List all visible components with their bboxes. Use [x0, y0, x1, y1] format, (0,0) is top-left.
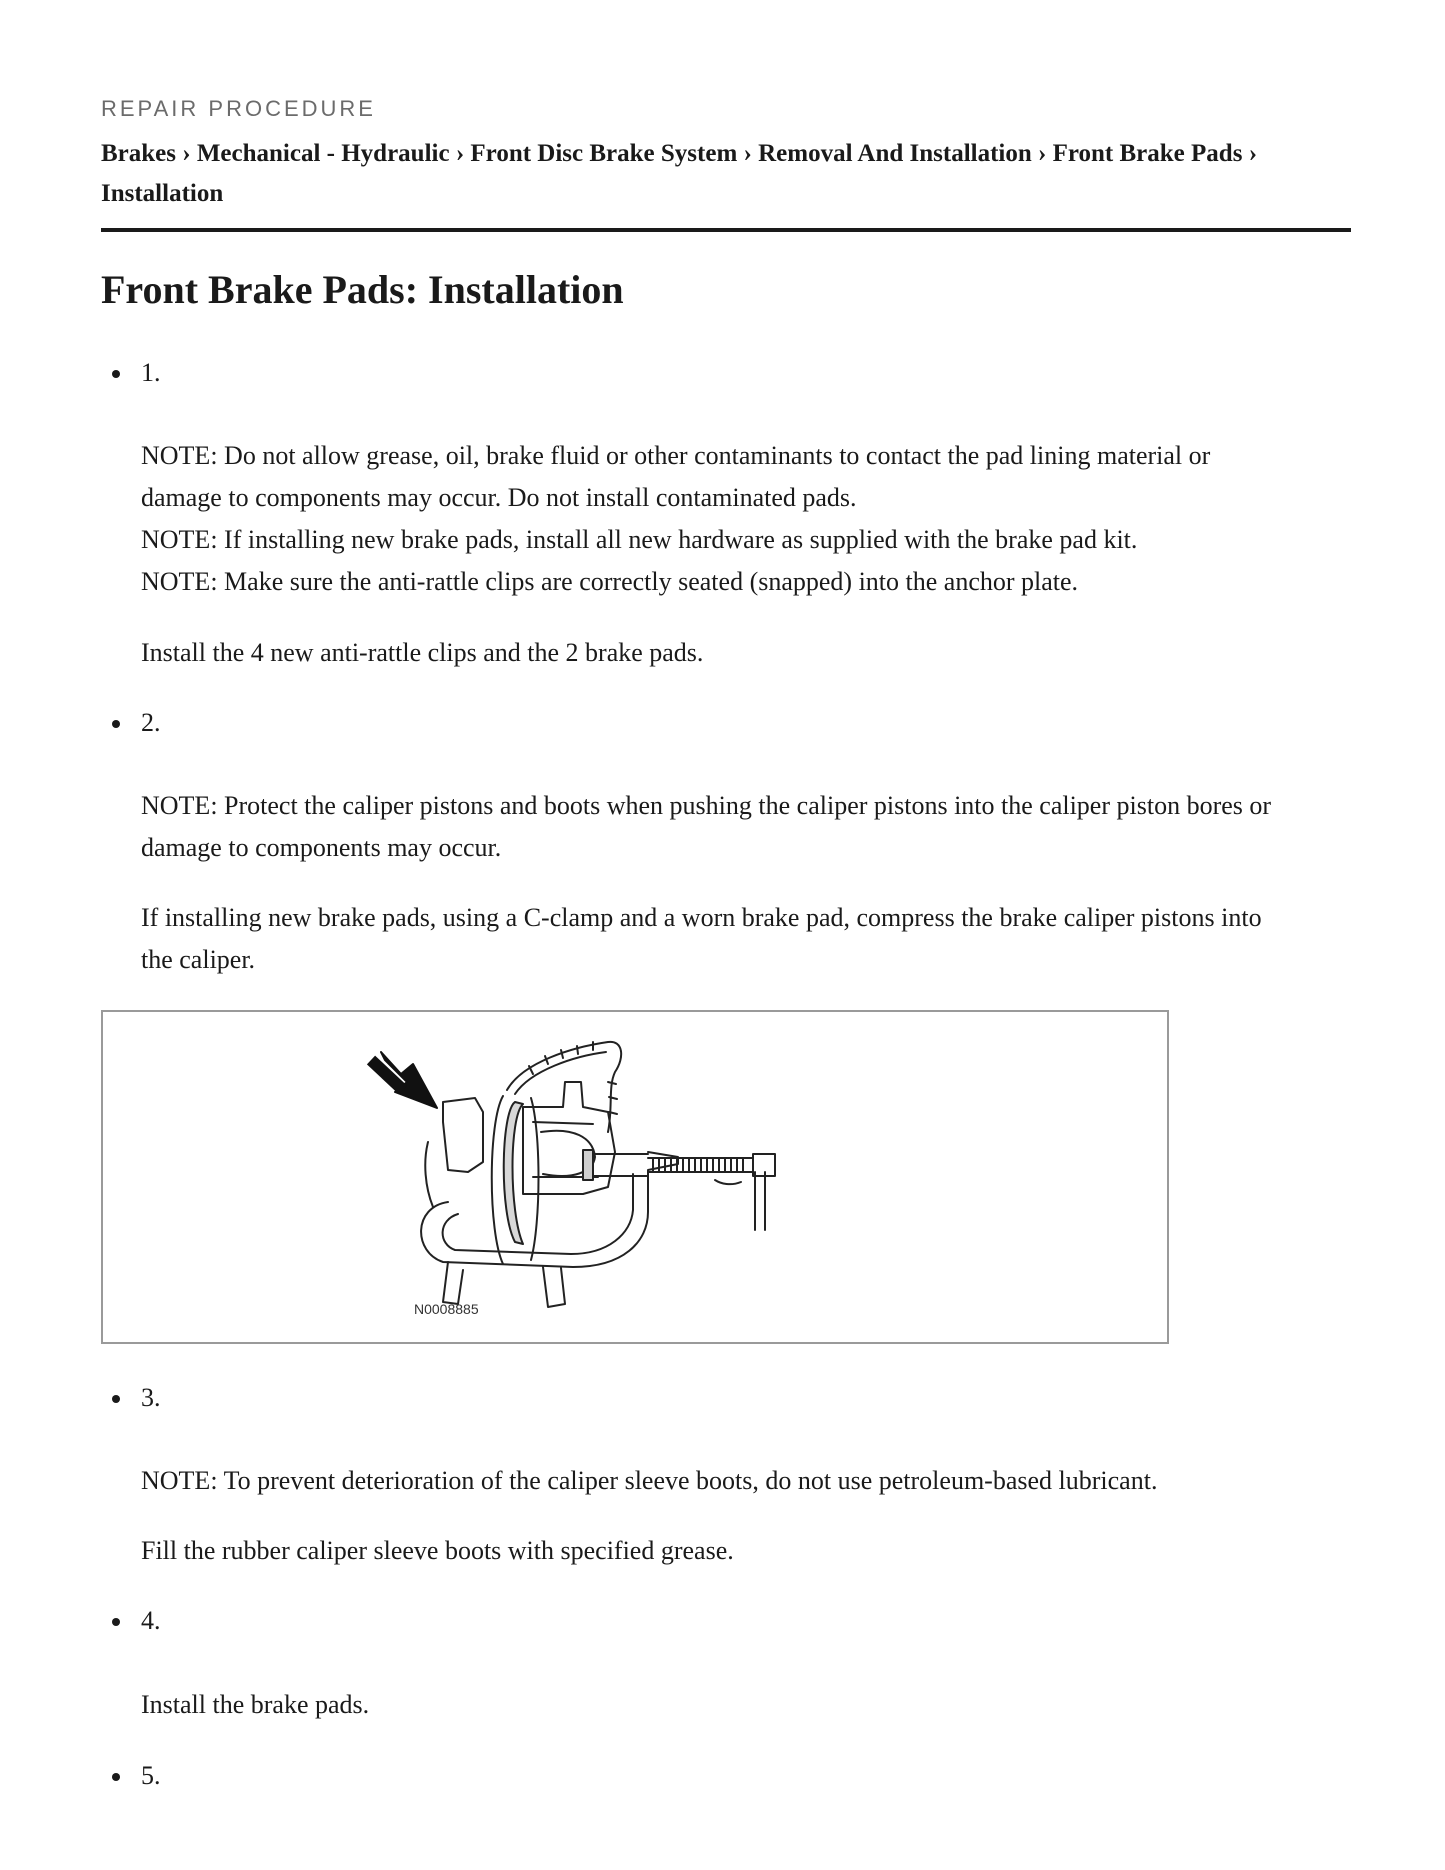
- section-eyebrow: REPAIR PROCEDURE: [101, 96, 376, 121]
- step-2-note-line: NOTE: Protect the caliper pistons and boots when pushing the caliper pistons into the caliper piston bores or: [141, 791, 1272, 820]
- step-2-instruction-line: the caliper.: [141, 945, 256, 974]
- step-1-instruction: [141, 632, 1341, 674]
- step-4-instruction: [141, 1684, 1341, 1726]
- step-2-note-line: damage to components may occur.: [141, 833, 502, 862]
- step-3-note-line: NOTE: To prevent deterioration of the caliper sleeve boots, do not use petroleum-based lubricant.: [141, 1466, 1158, 1495]
- breadcrumb-separator: ›: [1248, 140, 1258, 167]
- step-3-instruction-line: Fill the rubber caliper sleeve boots with specified grease.: [141, 1536, 734, 1565]
- step-1-note-line: NOTE: Do not allow grease, oil, brake fluid or other contaminants to contact the pad lining material or: [141, 441, 1211, 470]
- step-2-instruction: [141, 897, 1341, 981]
- step-3-instruction: [141, 1530, 1341, 1572]
- step-number-4: 4.: [141, 1604, 161, 1638]
- step-1-notes: [141, 435, 1341, 603]
- step-2-notes: [141, 785, 1341, 869]
- step-2-instruction-line: If installing new brake pads, using a C-clamp and a worn brake pad, compress the brake caliper pistons into: [141, 903, 1262, 932]
- breadcrumb: [101, 134, 1351, 214]
- breadcrumb-item-brakes[interactable]: Brakes: [101, 140, 176, 167]
- step-3-notes: [141, 1460, 1341, 1502]
- c-clamp-caliper-illustration-icon: [103, 1012, 1167, 1342]
- c-clamp-caliper-figure: [101, 1010, 1169, 1344]
- header-divider: [101, 228, 1351, 232]
- step-1-note-line: NOTE: If installing new brake pads, install all new hardware as supplied with the brake pad kit.: [141, 525, 1138, 554]
- step-1-instruction-line: Install the 4 new anti-rattle clips and the 2 brake pads.: [141, 638, 704, 667]
- breadcrumb-separator: ›: [1038, 140, 1047, 167]
- breadcrumb-separator: ›: [182, 140, 191, 167]
- step-1-note-line: NOTE: Make sure the anti-rattle clips are correctly seated (snapped) into the anchor plate.: [141, 567, 1079, 596]
- step-4-instruction-line: Install the brake pads.: [141, 1690, 370, 1719]
- breadcrumb-item-removal-and-installation[interactable]: Removal And Installation: [758, 140, 1032, 167]
- breadcrumb-item-mechanical-hydraulic[interactable]: Mechanical - Hydraulic: [196, 140, 450, 167]
- step-number-1: 1.: [141, 356, 161, 390]
- breadcrumb-separator: ›: [455, 140, 465, 167]
- breadcrumb-separator: ›: [743, 140, 752, 167]
- step-number-2: 2.: [141, 706, 161, 740]
- step-number-5: 5.: [141, 1759, 161, 1793]
- step-1-note-line: damage to components may occur. Do not install contaminated pads.: [141, 483, 857, 512]
- breadcrumb-item-installation[interactable]: Installation: [101, 180, 224, 207]
- breadcrumb-item-front-brake-pads[interactable]: Front Brake Pads: [1052, 140, 1243, 167]
- figure-caption: N0008885: [414, 1301, 479, 1317]
- step-number-3: 3.: [141, 1381, 161, 1415]
- breadcrumb-item-front-disc-brake-system[interactable]: Front Disc Brake System: [470, 140, 738, 167]
- page-title: Front Brake Pads: Installation: [101, 267, 624, 312]
